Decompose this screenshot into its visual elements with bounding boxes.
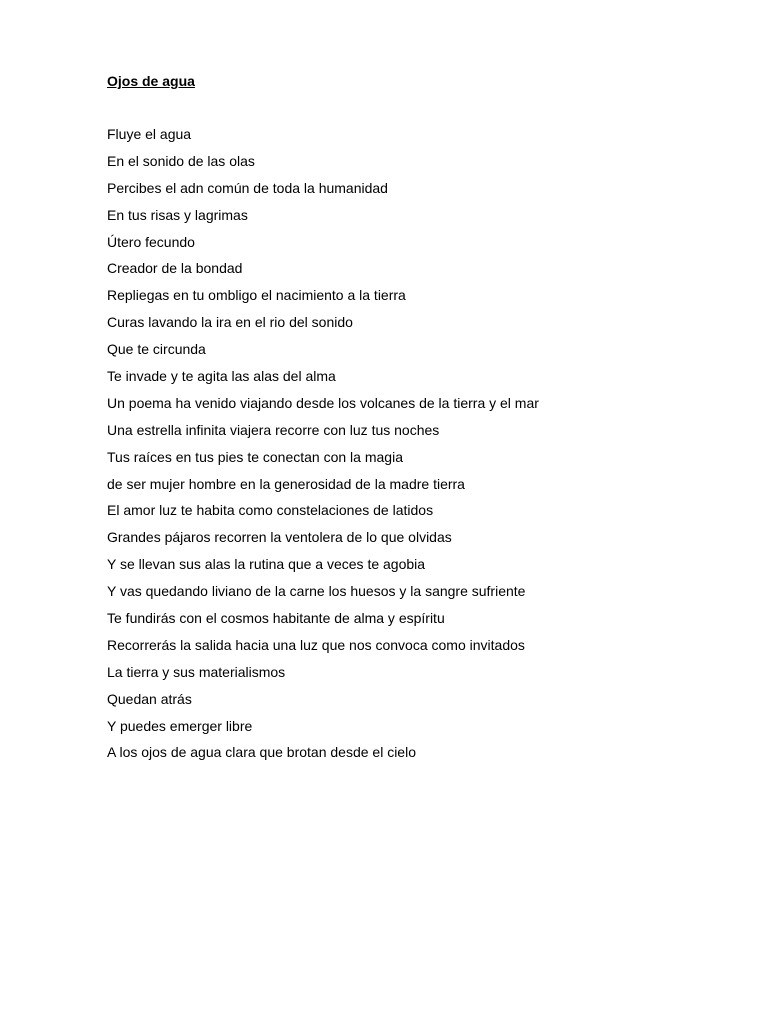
poem-line: de ser mujer hombre en la generosidad de la madre tierra <box>107 475 465 492</box>
poem-line: En tus risas y lagrimas <box>107 206 248 223</box>
poem-line: Útero fecundo <box>107 233 195 250</box>
poem-line: Quedan atrás <box>107 690 192 707</box>
poem-line: Y se llevan sus alas la rutina que a veces te agobia <box>107 556 426 573</box>
poem-line: Fluye el agua <box>107 126 192 142</box>
poem-line: La tierra y sus materialismos <box>107 663 286 680</box>
poem-line: Que te circunda <box>107 341 206 358</box>
poem-line: Te invade y te agita las alas del alma <box>107 368 336 385</box>
poem-line: A los ojos de agua clara que brotan desde el cielo <box>107 744 416 761</box>
poem-line: Curas lavando la ira en el rio del sonido <box>107 314 353 331</box>
poem-line: Un poema ha venido viajando desde los volcanes de la tierra y el mar <box>107 394 539 411</box>
poem-line: Tus raíces en tus pies te conectan con la magia <box>107 448 403 465</box>
poem-line: Creador de la bondad <box>107 260 243 277</box>
poem-line: En el sonido de las olas <box>107 152 255 169</box>
poem-line: Y vas quedando liviano de la carne los huesos y la sangre sufriente <box>107 583 526 600</box>
poem-line: Percibes el adn común de toda la humanidad <box>107 179 388 196</box>
poem-line: Y puedes emerger libre <box>107 717 253 734</box>
poem-line: Te fundirás con el cosmos habitante de alma y espíritu <box>107 610 445 627</box>
poem-line: Una estrella infinita viajera recorre con luz tus noches <box>107 421 440 438</box>
poem-line: Grandes pájaros recorren la ventolera de lo que olvidas <box>107 529 452 546</box>
poem-line: Repliegas en tu ombligo el nacimiento a la tierra <box>107 287 406 304</box>
poem-line: El amor luz te habita como constelaciones de latidos <box>107 502 434 519</box>
poem-body <box>107 124 539 769</box>
poem-line: Recorrerás la salida hacia una luz que nos convoca como invitados <box>107 636 525 653</box>
poem-title: Ojos de agua <box>107 73 195 89</box>
